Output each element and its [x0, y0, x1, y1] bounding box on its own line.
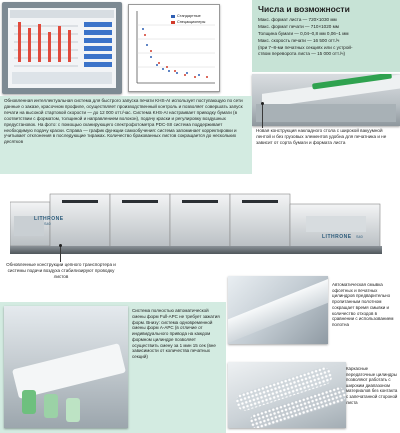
delivery-caption: Новая конструкция накладного стола с широкой вакуумной лентой и без грузовых элементов удобна для печатника и не зависит от сорта бумаги и формата листа	[256, 128, 387, 145]
spec-line: Макс. скорость печати — 16 500 отт./ч	[258, 38, 340, 43]
lithrone-press-image	[10, 176, 400, 258]
specs-title: Числа и возможности	[258, 4, 350, 14]
chart-graphic	[129, 5, 219, 91]
delivery-table-photo	[252, 74, 400, 126]
specs-panel	[252, 0, 400, 72]
spec-line: Макс. формат листа — 720×1030 мм	[258, 17, 337, 22]
monitor-ui-graphic	[8, 8, 116, 88]
spec-line: ством переворота листа — 15 000 отт./ч)	[258, 51, 346, 56]
press-brand-delivery: LITHRONE	[322, 234, 352, 240]
khs-monitor-screen	[2, 2, 122, 94]
chart-legend-standard: Стандартные	[177, 14, 201, 18]
blanket-wash-caption: Автоматическая смывка офсетных и печатных цилиндров предварительно пропитанным полотном сокращает время смывки и количество отходов в сравнении с использованием полотна	[332, 282, 394, 327]
spec-line: Макс. формат печати — 710×1020 мм	[258, 24, 339, 29]
self-learning-chart	[128, 4, 220, 92]
press-model-delivery: S40	[356, 235, 363, 239]
transport-caption: Обновленные конструкции цепного транспортера и системы подачи воздуха стабилизируют проводку листов	[6, 262, 116, 279]
spec-line: (при 7–8-ми печатных секциях или с устрой-	[258, 45, 353, 50]
blanket-wash-photo	[228, 276, 328, 344]
khs-description-box	[0, 96, 252, 174]
transfer-cylinder-caption: Каркасные передаточные цилиндры позволяют работать с широким диапазоном материалов без контакта с запечатанной стороной листа	[346, 366, 398, 405]
plate-change-photo	[4, 306, 128, 428]
chart-legend-special: Спецакционеры	[177, 20, 206, 24]
khs-description-text: Обновленная интеллектуальная система для быстрого запуска печати KHS-AI использует поступающую по сети данные о заказе, красочном профиле, осуществляет производственный контроль и позволяет совершать запуск печати на высокой стартовой скорости — до 12 000 отт./час. Система KHS-AI настраивает приводку бумаги (в соответствии с форматом, толщиной и направлением волокон), подачу краски и регулировку воздушных предустановок. На фото: с помощью сканирующего спектрофотометра PDC-SII система поддерживает необходимую подачу краски. Справа — график функции самообучения: система запоминает корректировки и учитывает отклонения в последующие тиражах. Количество бракованных листов сокращается до нескольких десятков	[4, 98, 243, 145]
spec-line: Толщина бумаги — 0,04–0,8 мм 0,06–1 мм	[258, 31, 349, 36]
press-brand: LITHRONE	[34, 216, 64, 222]
plate-change-caption: Система полностью автоматической смены форм Full-APC не требует зажатия форм. Внизу: система одновременной смены форм A-APC (в отличие от индивидуального привода на каждом формном цилиндре позволяет осуществить смену за 1 мин 15 сек (вне зависимости от количества печатных секций)	[132, 308, 220, 359]
monitor-display	[8, 8, 116, 88]
press-graphic	[10, 176, 400, 258]
press-model-unit: S40	[44, 222, 51, 226]
transfer-cylinder-photo	[228, 362, 346, 428]
